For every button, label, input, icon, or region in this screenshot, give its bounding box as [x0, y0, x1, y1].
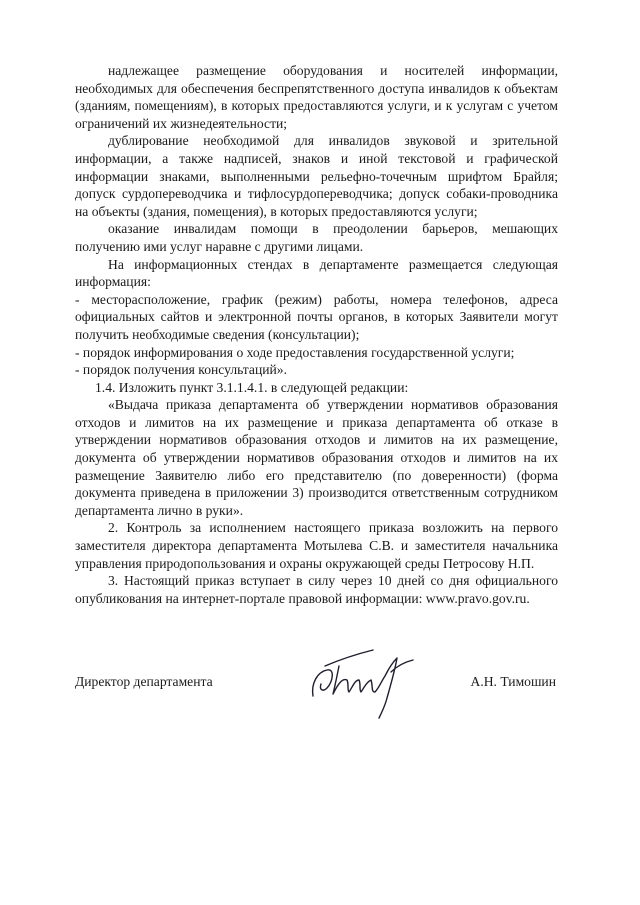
paragraph-clause-1-4: 1.4. Изложить пункт 3.1.1.4.1. в следующей редакции: [95, 379, 409, 395]
list-item-informing-order: - порядок информирования о ходе предоставления государственной услуги; [75, 344, 515, 360]
list-item-location: - месторасположение, график (режим) работы, номера телефонов, адреса официальных сайтов и электронной почты органов, в которых Заявители могут получить необходимые сведения (консультации); [75, 291, 558, 342]
handwritten-signature-icon [305, 636, 425, 720]
list-item-consultation-order: - порядок получения консультаций». [75, 362, 287, 378]
signatory-title: Директор департамента [75, 674, 213, 689]
paragraph-info-stands: На информационных стендах в департаменте размещается следующая информация: [75, 256, 558, 290]
signatory-name: А.Н. Тимошин [470, 674, 556, 689]
document-body [75, 62, 558, 607]
paragraph-quote-issuance: «Выдача приказа департамента об утверждении нормативов образования отходов и лимитов на их размещение и приказа департамента об отказе в утверждении нормативов образования отходов и лимитов на их размещение, документа об утверждении нормативов образования отходов и лимитов на их размещение Заявителю либо его представителю (по доверенности) (форма документа приведена в приложении 3) производится ответственным сотрудником департамента лично в руки». [75, 397, 558, 518]
paragraph-effective-date: 3. Настоящий приказ вступает в силу через 10 дней со дня официального опубликования на интернет-портале правовой информации: www.pravo.gov.ru. [75, 573, 558, 606]
paragraph-duplication: дублирование необходимой для инвалидов звуковой и зрительной информации, а также надписей, знаков и иной текстовой и графической информации знаками, выполненными рельефно-точечным шрифтом Брайля; допуск сурдопереводчика и тифлосурдопереводчика; допуск собаки-проводника на объекты (здания, помещения), в которых предоставляются услуги; [75, 133, 558, 219]
paragraph-assistance: оказание инвалидам помощи в преодолении барьеров, мешающих получению ими услуг наравне с другими лицами. [75, 221, 558, 254]
paragraph-control: 2. Контроль за исполнением настоящего приказа возложить на первого заместителя директора департамента Мотылева С.В. и заместителя начальника управления природопользования и охраны окружающей среды Петросову Н.П. [75, 520, 558, 571]
paragraph-equipment-placement: надлежащее размещение оборудования и носителей информации, необходимых для обеспечения беспрепятственного доступа инвалидов к объектам (зданиям, помещениям), в которых предоставляются услуги, и к услугам с учетом ограничений их жизнедеятельности; [75, 63, 558, 131]
